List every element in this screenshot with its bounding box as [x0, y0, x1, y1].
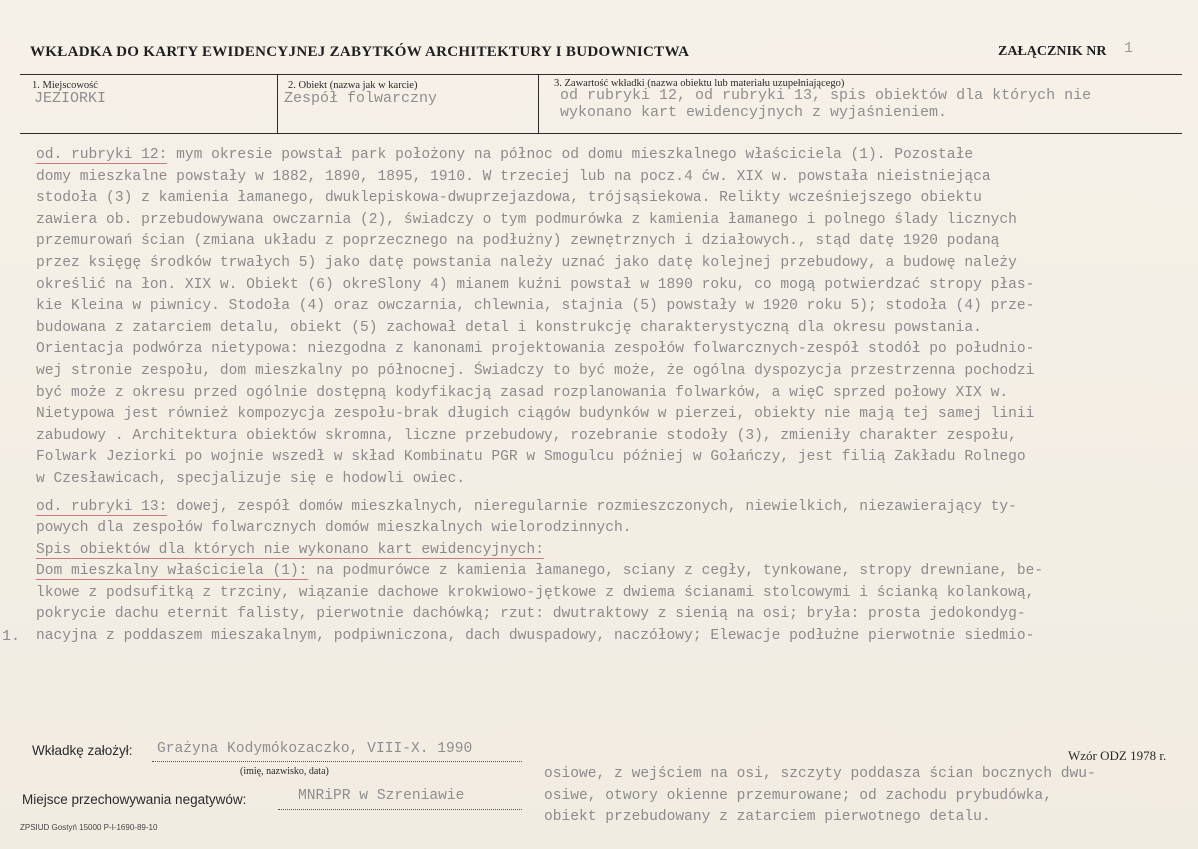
continuation-text — [544, 764, 1096, 829]
body-line: lkowe z podsufitką z trzciny, wiązanie dachowe krokwiowo-jętkowe z dwiema ścianami stolcowymi i ścianką kolankową, — [36, 584, 1035, 601]
field-locality-label: 1. Miejscowość — [32, 80, 98, 91]
body-line: dowej, zespół domów mieszkalnych, nieregularnie rozmieszczonych, niewielkich, niezawierający ty- — [167, 498, 1017, 515]
author-dotted-line — [152, 761, 522, 762]
field-contents-value-line1: od rubryki 12, od rubryki 13, spis obiektów dla których nie — [560, 87, 1092, 104]
card-title: WKŁADKA DO KARTY EWIDENCYJNEJ ZABYTKÓW ARCHITEKTURY I BUDOWNICTWA — [30, 44, 690, 60]
storage-dotted-line — [278, 809, 522, 810]
field-object-value: Zespół folwarczny — [284, 90, 438, 107]
body-line: być może z okresu przed ogólnie dostępną kodyfikacją zasad rozplanowania folwarków, a więC sprzed połowy XIX w. — [36, 384, 1009, 401]
author-label: Wkładkę założył: — [32, 743, 133, 758]
print-info: ZPSIUD Gostyń 15000 P-I-1690-89-10 — [20, 823, 158, 832]
body-line: powych dla zespołów folwarcznych domów mieszkalnych wielorodzinnych. — [36, 520, 632, 537]
section-tag-12: od. rubryki 12: — [36, 147, 168, 163]
body-line: osiwe, otwory okienne przemurowane; od zachodu prybudówka, — [544, 787, 1052, 804]
form-code: Wzór ODZ 1978 r. — [1068, 748, 1167, 763]
objects-list-heading: Spis obiektów dla których nie wykonano kart ewidencyjnych: — [36, 541, 544, 558]
body-line: Folwark Jeziorki po wojnie wszedł w skład Kombinatu PGR w Smogulcu później w Gołańczy, jest filią Zakładu Rolnego — [36, 449, 1026, 466]
body-line: pokrycie dachu eternit falisty, pierwotnie dachówką; rzut: dwutraktowy z sienią na osi; bryła: prosta jedokondyg- — [36, 606, 1026, 623]
item-tag: Dom mieszkalny właściciela (1): — [36, 563, 308, 580]
body-line: określić na łon. XIX w. Obiekt (6) okreSlony 4) mianem kuźni powstał w 1890 roku, co mogą potwierdzać stropy płas- — [36, 276, 1035, 293]
field-locality-value: JEZIORKI — [34, 90, 107, 107]
body-line: mym okresie powstał park położony na północ od domu mieszkalnego właściciela (1). Pozostałe — [167, 147, 974, 163]
storage-label: Miejsce przechowywania negatywów: — [22, 792, 247, 807]
item-number: 1. — [2, 628, 21, 645]
storage-value: MNRiPR w Szreniawie — [298, 788, 465, 804]
body-line: kie Kleina w piwnicy. Stodoła (4) oraz owczarnia, chlewnia, stajnia (5) powstały w 1920 roku 5); stodoła (4) prze- — [36, 298, 1035, 315]
body-line: Orientacja podwórza nietypowa: niezgodna z kanonami projektowania zespołów folwarcznych-zespół stodół po południo- — [36, 341, 1035, 358]
author-value: Grażyna Kodymókozaczko, VIII-X. 1990 — [157, 741, 473, 757]
body-line: stodoła (3) z kamienia łamanego, dwuklepiskowa-dwuprzejazdowa, trójsąsiekowa. Relikty wcześniejszego obiektu — [36, 190, 982, 207]
field-object-label: 2. Obiekt (nazwa jak w karcie) — [288, 80, 418, 91]
body-line: zabudowy . Architektura obiektów skromna, liczne przebudowy, rozebranie stodoły (3), zmieniły charakter zespołu, — [36, 427, 1017, 444]
body-line: na podmurówce z kamienia łamanego, sciany z cegły, tynkowane, stropy drewniane, be- — [307, 563, 1044, 580]
body-line: domy mieszkalne powstały w 1882, 1890, 1895, 1910. W trzeciej lub na pocz.4 ćw. XIX w. powstała nieistniejąca — [36, 168, 991, 185]
body-line: obiekt przebudowany z zatarciem pierwotnego detalu. — [544, 809, 991, 826]
body-line: wej stronie zespołu, dom mieszkalny po północnej. Świadczy to być może, że ogólna dyspozycja przestrzenna pochodzi — [36, 362, 1035, 379]
field-contents-label: 3. Zawartość wkładki (nazwa obiektu lub materiału uzupełniającego) — [554, 78, 845, 89]
field-divider-2 — [538, 74, 539, 133]
body-line: osiowe, z wejściem na osi, szczyty poddasza ścian bocznych dwu- — [544, 766, 1096, 782]
body-line: Nietypowa jest również kompozycja zespołu-brak długich ciągów budynków w pierzei, obiekty nie mają tej samej linii — [36, 406, 1035, 423]
section-tag-13: od. rubryki 13: — [36, 498, 168, 515]
body-line: w Czesławicach, specjalizuje się e hodowli owiec. — [36, 470, 466, 487]
field-contents-value-line2: wykonano kart ewidencyjnych z wyjaśnieniem. — [560, 104, 948, 121]
body-line: nacyjna z poddaszem mieszakalnym, podpiwniczona, dach dwuspadowy, naczółowy; Elewacje podłużne pierwotnie siedmio- — [36, 628, 1035, 645]
body-line: budowana z zatarciem detalu, obiekt (5) zachował detal i konstrukcję charakterystyczną dla okresu powstania. — [36, 319, 982, 336]
body-line: przemurowań ścian (zmiana układu z poprzecznego na podłużny) zewnętrznych i działowych., stąd datę 1920 podaną — [36, 233, 1000, 250]
body-line: przez księgę środków trwałych 5) jako datę powstania należy uznać jako datę kolejnej przebudowy, a budowę należy — [36, 254, 1017, 271]
author-hint: (imię, nazwisko, data) — [240, 766, 329, 777]
body-text — [36, 145, 1186, 648]
annex-label: ZAŁĄCZNIK NR — [998, 44, 1107, 59]
body-line: zawiera ob. przebudowywana owczarnia (2), świadczy o tym podmurówka z kamienia łamanego i polnego ślady licznych — [36, 211, 1017, 228]
annex-number: 1 — [1124, 40, 1134, 57]
header-rule-top — [20, 74, 1182, 75]
field-divider-1 — [277, 74, 278, 133]
header-rule-bottom — [20, 133, 1182, 134]
